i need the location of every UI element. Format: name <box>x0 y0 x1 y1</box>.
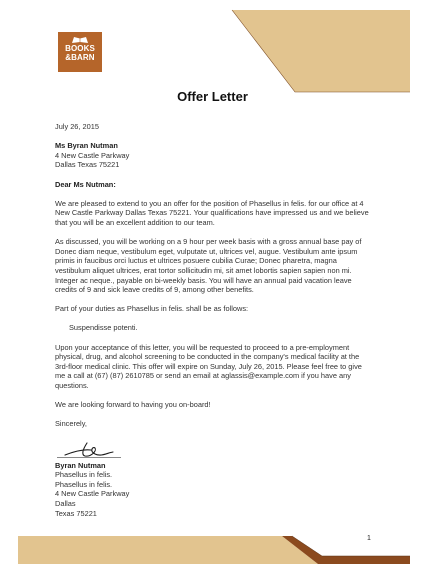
logo-line-2: &BARN <box>65 53 95 62</box>
footer-tan-band <box>18 536 318 564</box>
paragraph-5: We are looking forward to having you on-board! <box>55 400 211 410</box>
salutation: Dear Ms Nutman: <box>55 179 116 189</box>
signer-title-1: Phasellus in felis. <box>55 470 113 480</box>
books-and-barn-logo <box>58 32 102 72</box>
letter-date: July 26, 2015 <box>55 122 99 131</box>
signer-block <box>55 461 373 519</box>
signer-city: Dallas <box>55 498 76 508</box>
header-tan-shape <box>232 10 410 92</box>
open-book-icon <box>71 36 89 44</box>
recipient-address-1: 4 New Castle Parkway <box>55 150 130 160</box>
page-number: 1 <box>367 535 371 542</box>
paragraph-4: Upon your acceptance of this letter, you will be requested to proceed to a pre-employment physical, drug, and alcohol screening to be conducted in the company's medical facility at the 3rd-floor medical clinic. This offer will expire on Sunday, July 26, 2015. Please feel free to give me a call at (67) (87) 2610785 or send an email at aglassis@example.com if you have any questions. <box>55 342 362 391</box>
signature-line <box>57 457 121 458</box>
signer-name: Byran Nutman <box>55 460 106 470</box>
paragraph-2: As discussed, you will be working on a 9 hour per week basis with a gross annual base pay of Donec diam neque, vestibulum eget, vulputate ut, ultrices vel, augue. Vestibulum ante ipsum primis in faucibus orci luctus et ultrices posuere cubilia Curae; Donec pharetra, magna vestibulum aliquet ultrices, erat tortor sollicitudin mi, sit amet lobortis sapien sapien non mi. Integer ac neque., payable on bi-weekly basis. You will have an annual paid vacation leave credits of 9 and sick leave credits of 9, among other benefits. <box>55 237 362 295</box>
recipient-block <box>55 141 373 170</box>
footer-decoration <box>0 528 425 575</box>
recipient-address-2: Dallas Texas 75221 <box>55 160 120 170</box>
signer-title-2: Phasellus in felis. <box>55 479 113 489</box>
duty-item: Suspendisse potenti. <box>69 323 138 333</box>
letter-title: Offer Letter <box>177 89 248 104</box>
paragraph-3: Part of your duties as Phasellus in felis. shall be as follows: <box>55 304 249 314</box>
closing: Sincerely, <box>55 419 87 429</box>
paragraph-1: We are pleased to extend to you an offer for the position of Phasellus in felis. for our office at 4 New Castle Parkway Dallas Texas 75221. Your qualifications have impressed us and we believe that you will be an excellent addition to our team. <box>55 198 369 227</box>
logo-line-1: BOOKS <box>65 44 95 53</box>
signer-address-1: 4 New Castle Parkway <box>55 489 130 499</box>
recipient-name: Ms Byran Nutman <box>55 141 118 151</box>
signer-state-zip: Texas 75221 <box>55 508 97 518</box>
letter-body <box>55 122 373 528</box>
